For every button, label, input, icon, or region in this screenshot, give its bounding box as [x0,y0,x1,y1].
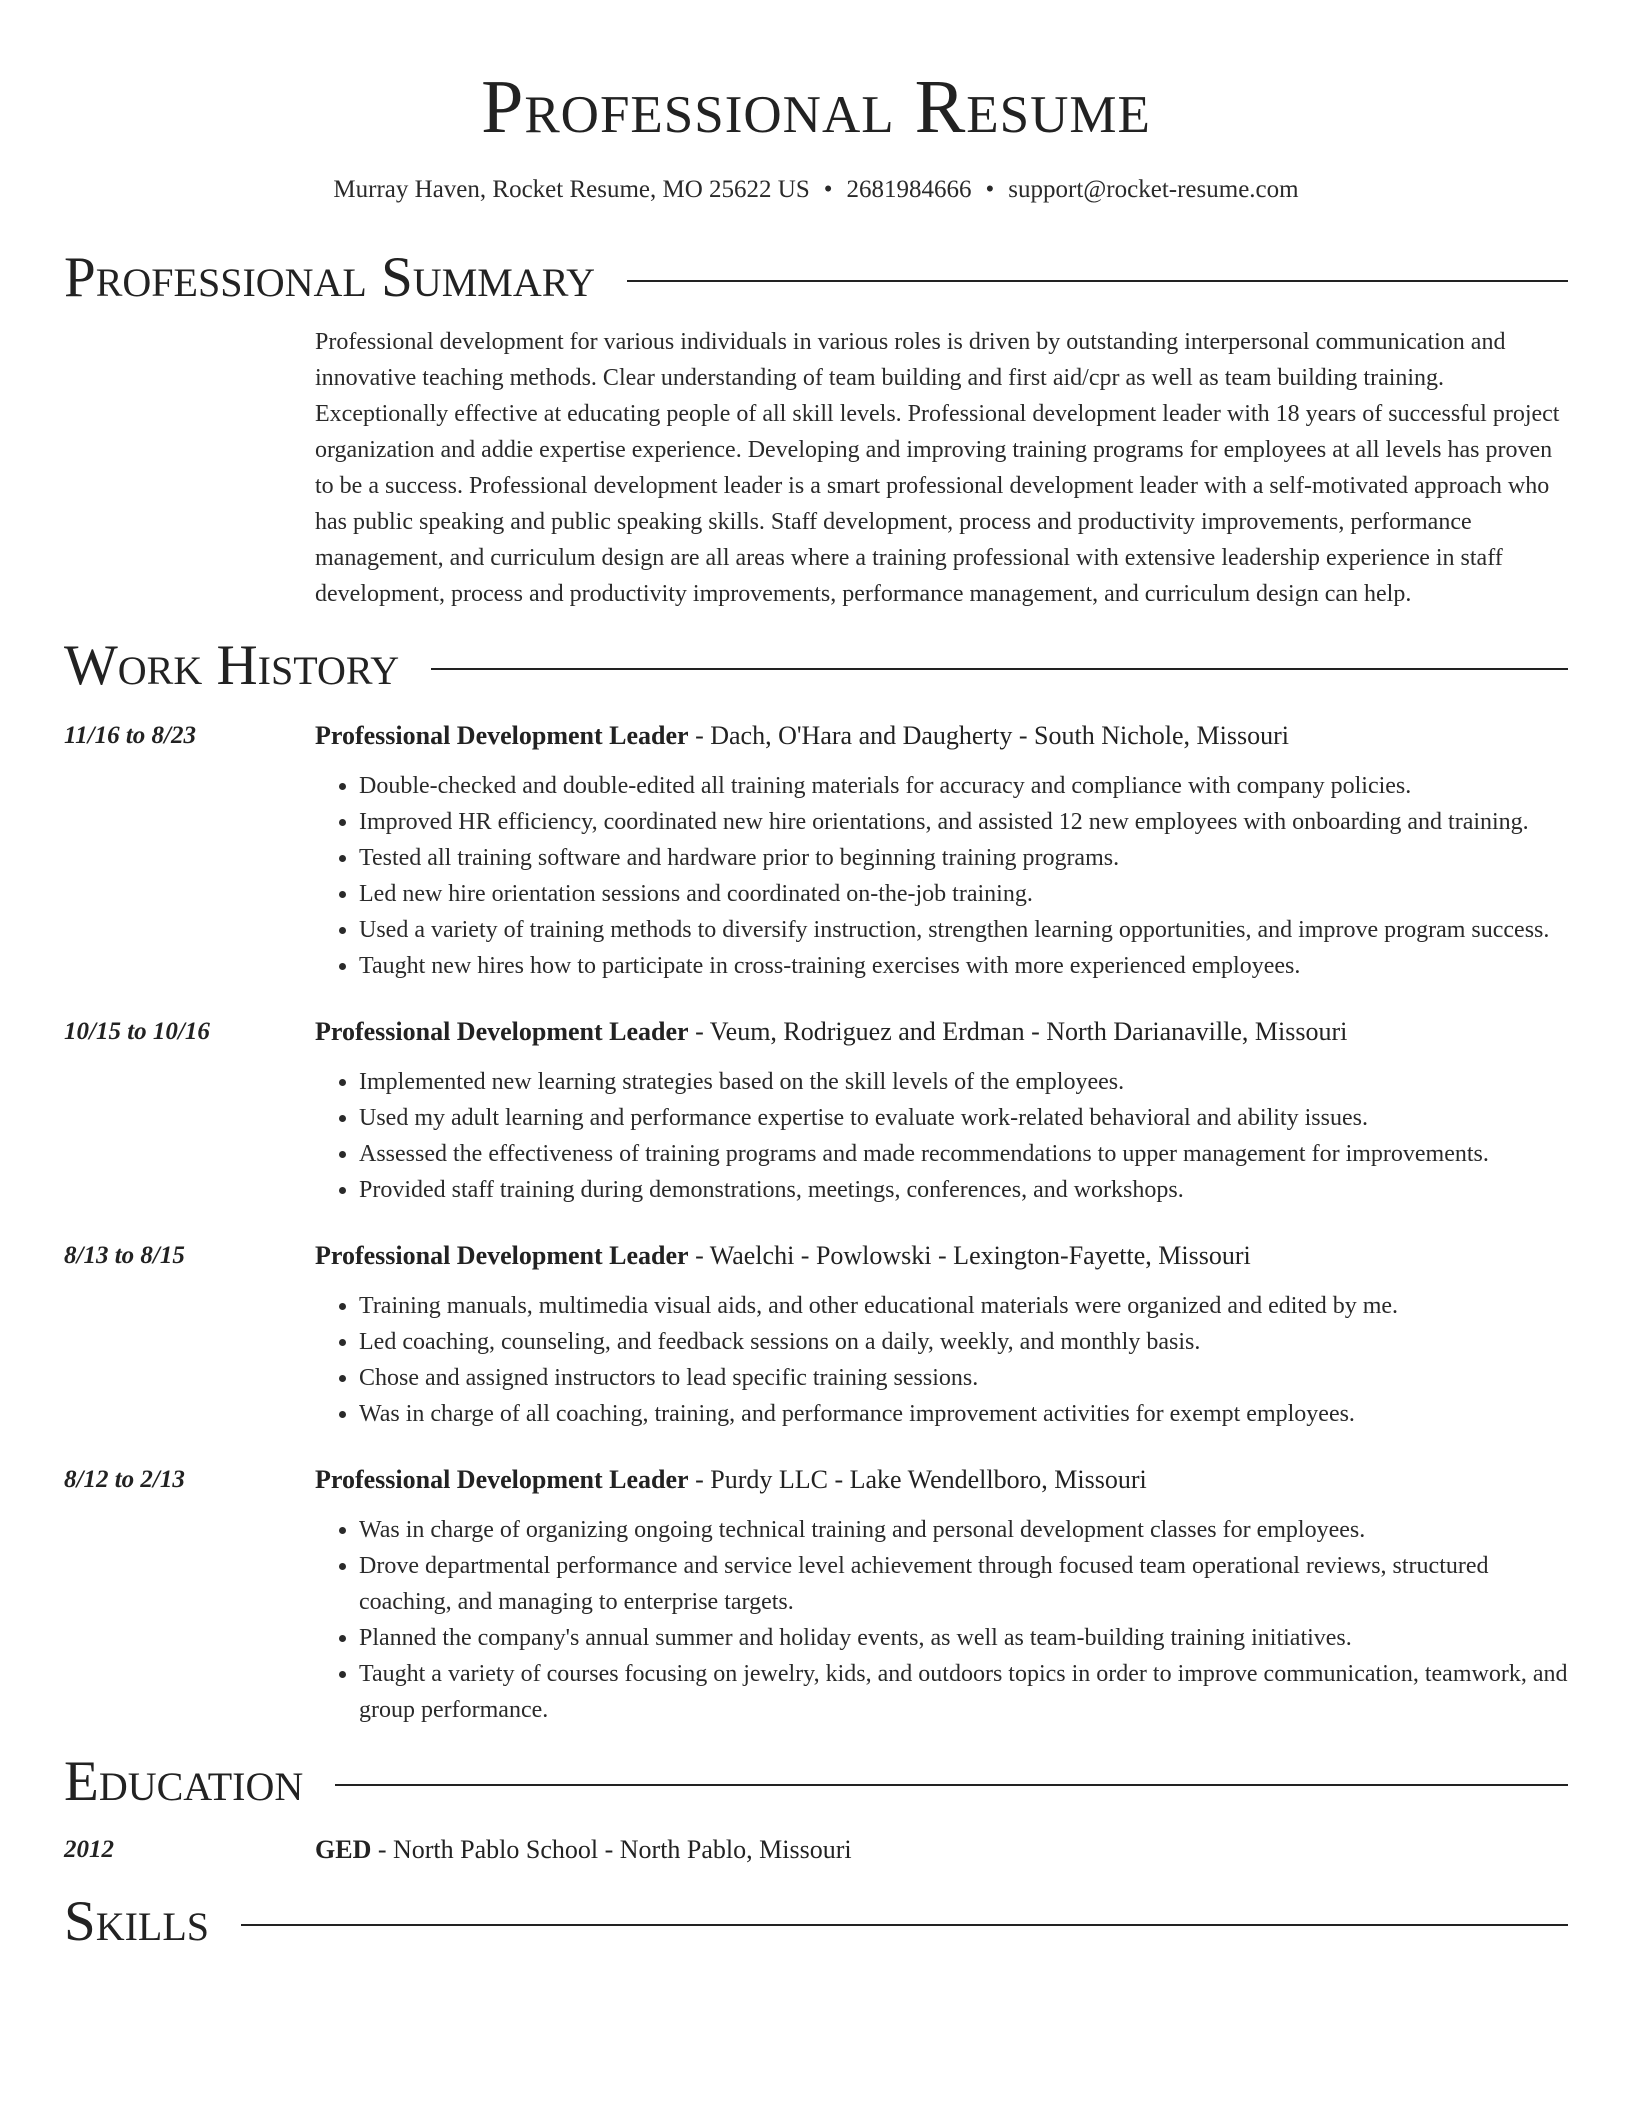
section-heading-skills [64,1890,1568,1954]
job-bullet: • Tested all training software and hardware prior to beginning training programs. [359,840,1568,876]
section-heading-summary [64,246,1568,310]
job-bullet: • Assessed the effectiveness of training programs and made recommendations to upper management for improvements. [359,1136,1568,1172]
job-title-line [315,1462,1568,1498]
job-bullet: • Led new hire orientation sessions and coordinated on-the-job training. [359,876,1568,912]
education-year: 2012 [64,1836,114,1863]
contact-separator: • [823,176,833,203]
education-entry [64,1832,1568,1868]
section-heading-text: Education [64,1750,304,1813]
job-entry [64,718,1568,984]
job-body [315,718,1568,984]
section-divider [335,1784,1568,1786]
section-divider [431,668,1568,670]
job-body [315,1014,1568,1208]
section-heading-education [64,1750,1568,1814]
job-body [315,1238,1568,1432]
education-line [315,1832,1568,1868]
job-bullet: • Taught new hires how to participate in cross-training exercises with more experienced employees. [359,948,1568,984]
education-body [315,1832,1568,1868]
job-bullet: • Double-checked and double-edited all training materials for accuracy and compliance with company policies. [359,768,1568,804]
section-heading-text: Work History [64,634,400,697]
job-details: - Waelchi - Powlowski - Lexington-Fayette, Missouri [688,1241,1251,1270]
contact-address: Murray Haven, Rocket Resume, MO 25622 US [333,176,810,203]
job-bullet: • Planned the company's annual summer and holiday events, as well as team-building training initiatives. [359,1620,1568,1656]
job-title: Professional Development Leader [315,1241,689,1270]
job-bullet: • Led coaching, counseling, and feedback sessions on a daily, weekly, and monthly basis. [359,1324,1568,1360]
job-bullet: • Chose and assigned instructors to lead specific training sessions. [359,1360,1568,1396]
job-entry [64,1238,1568,1432]
job-title: Professional Development Leader [315,1465,689,1494]
job-title: Professional Development Leader [315,721,689,750]
job-dates: 8/12 to 2/13 [64,1466,185,1493]
job-bullets [315,1512,1568,1728]
job-title-line [315,1014,1568,1050]
job-details: - Purdy LLC - Lake Wendellboro, Missouri [688,1465,1147,1494]
job-title-line [315,1238,1568,1274]
contact-phone: 2681984666 [846,176,972,203]
contact-line [64,174,1568,206]
job-details: - Dach, O'Hara and Daugherty - South Nichole, Missouri [688,721,1289,750]
summary-text: Professional development for various individuals in various roles is driven by outstanding interpersonal communication and innovative teaching methods. Clear understanding of team building and first aid/cpr as well as team building training. Exceptionally effective at educating people of all skill levels. Professional development leader with 18 years of successful project organization and addie expertise experience. Developing and improving training programs for employees at all levels has proven to be a success. Professional development leader is a smart professional development leader with a self-motivated approach who has public speaking and public speaking skills. Staff development, process and productivity improvements, performance management, and curriculum design are all areas where a training professional with extensive leadership experience in staff development, process and productivity improvements, performance management, and curriculum design can help. [315,329,1560,607]
contact-separator: • [985,176,995,203]
job-title: Professional Development Leader [315,1017,689,1046]
job-entry [64,1014,1568,1208]
section-heading-work-history [64,634,1568,698]
job-bullets [315,768,1568,984]
job-bullet: • Implemented new learning strategies based on the skill levels of the employees. [359,1064,1568,1100]
job-dates: 10/15 to 10/16 [64,1018,210,1045]
job-bullet: • Was in charge of all coaching, training, and performance improvement activities for exempt employees. [359,1396,1568,1432]
job-bullet: • Used a variety of training methods to diversify instruction, strengthen learning opportunities, and improve program success. [359,912,1568,948]
job-entry [64,1462,1568,1728]
contact-email[interactable]: support@rocket-resume.com [1008,176,1299,203]
job-bullet: • Provided staff training during demonstrations, meetings, conferences, and workshops. [359,1172,1568,1208]
education-details: - North Pablo School - North Pablo, Missouri [371,1835,852,1864]
job-bullets [315,1064,1568,1208]
job-dates: 11/16 to 8/23 [64,722,196,749]
section-heading-text: Skills [64,1890,210,1953]
job-bullet: • Drove departmental performance and service level achievement through focused team operational reviews, structured coaching, and managing to enterprise targets. [359,1548,1568,1620]
job-bullet: • Taught a variety of courses focusing on jewelry, kids, and outdoors topics in order to improve communication, teamwork, and group performance. [359,1656,1568,1728]
job-bullet: • Training manuals, multimedia visual aids, and other educational materials were organized and edited by me. [359,1288,1568,1324]
job-bullet: • Used my adult learning and performance expertise to evaluate work-related behavioral and ability issues. [359,1100,1568,1136]
job-title-line [315,718,1568,754]
job-bullet: • Was in charge of organizing ongoing technical training and personal development classes for employees. [359,1512,1568,1548]
job-dates: 8/13 to 8/15 [64,1242,185,1269]
resume-title: Professional Resume [481,65,1151,149]
job-bullet: • Improved HR efficiency, coordinated new hire orientations, and assisted 12 new employees with onboarding and training. [359,804,1568,840]
resume-page [64,0,1568,1954]
section-divider [241,1924,1568,1926]
education-degree: GED [315,1835,372,1864]
section-divider [627,280,1568,282]
job-body [315,1462,1568,1728]
section-heading-text: Professional Summary [64,246,596,309]
job-bullets [315,1288,1568,1432]
job-details: - Veum, Rodriguez and Erdman - North Darianaville, Missouri [688,1017,1348,1046]
